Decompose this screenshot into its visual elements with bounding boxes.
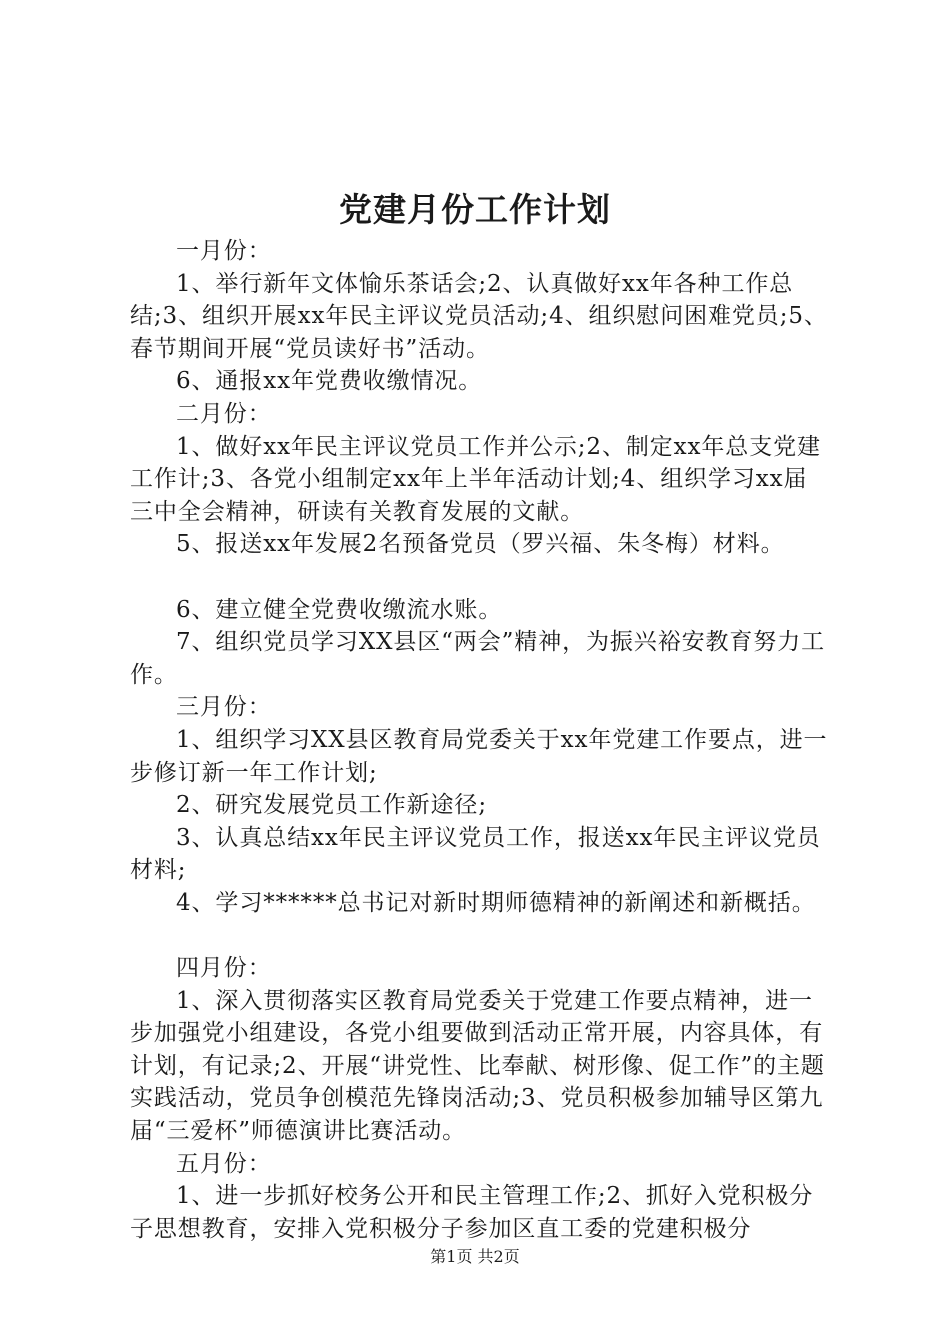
month-heading-january: 一月份： (176, 238, 272, 264)
paragraph: 7、组织党员学习XX县区“两会”精神，为振兴裕安教育努力工作。 (130, 629, 825, 688)
month-heading-february: 二月份： (176, 400, 272, 427)
blank-line (130, 919, 830, 952)
document-body (130, 235, 830, 1245)
paragraph: 1、深入贯彻落实区教育局党委关于党建工作要点精神，进一步加强党小组建设，各党小组要做到活动正常开展，内容具体，有计划，有记录;2、开展“讲党性、比奉献、树形像、促工作”的主题实践活动，党员争创模范先锋岗活动;3、党员积极参加辅导区第九届“三爱杯”师德演讲比赛活动。 (130, 987, 825, 1145)
paragraph: 1、举行新年文体愉乐茶话会;2、认真做好xx年各种工作总结;3、组织开展xx年民主评议党员活动;4、组织慰问困难党员;5、春节期间开展“党员读好书”活动。 (130, 270, 828, 362)
paragraph: 4、学习******总书记对新时期师德精神的新阐述和新概括。 (176, 889, 816, 916)
blank-line (130, 561, 830, 594)
month-heading-april: 四月份： (176, 955, 272, 982)
paragraph: 5、报送xx年发展2名预备党员（罗兴福、朱冬梅）材料。 (176, 531, 785, 558)
paragraph: 1、做好xx年民主评议党员工作并公示;2、制定xx年总支党建工作计;3、各党小组制定xx年上半年活动计划;4、组织学习xx届三中全会精神，研读有关教育发展的文献。 (130, 433, 821, 525)
month-heading-may: 五月份： (176, 1150, 272, 1177)
paragraph: 3、认真总结xx年民主评议党员工作，报送xx年民主评议党员材料; (130, 824, 821, 884)
document-title: 党建月份工作计划 (339, 190, 611, 229)
paragraph: 1、组织学习XX县区教育局党委关于xx年党建工作要点，进一步修订新一年工作计划; (130, 726, 828, 786)
paragraph: 1、进一步抓好校务公开和民主管理工作;2、抓好入党积极分子思想教育，安排入党积极分子参加区直工委的党建积极分 (130, 1183, 814, 1242)
month-heading-march: 三月份： (176, 694, 272, 721)
paragraph: 6、通报xx年党费收缴情况。 (176, 368, 483, 395)
paragraph: 6、建立健全党费收缴流水账。 (176, 596, 503, 623)
paragraph: 2、研究发展党员工作新途径; (176, 792, 487, 819)
page-footer: 第1页 共2页 (430, 1247, 520, 1266)
